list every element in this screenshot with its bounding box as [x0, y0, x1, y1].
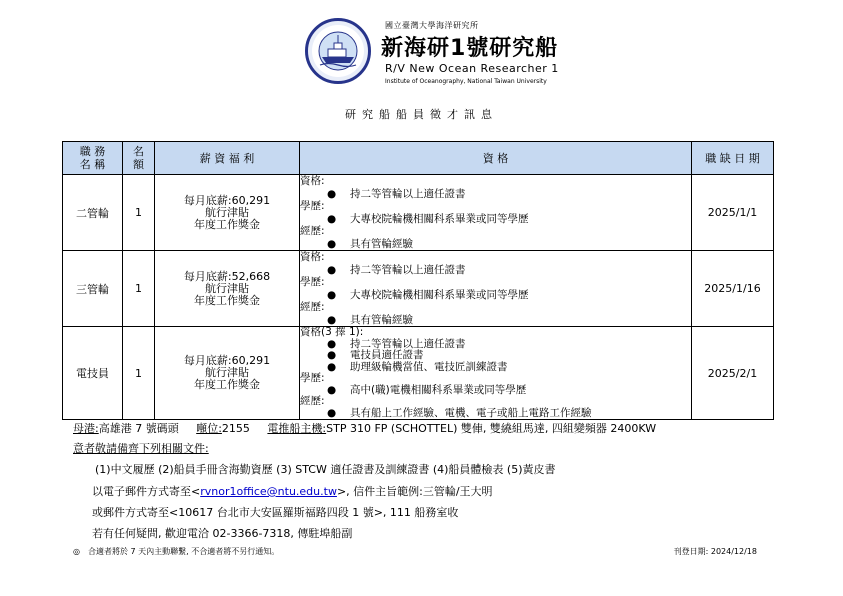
salary-allowance: 航行津貼 — [205, 281, 249, 295]
page-title: 研究船船員徵才訊息 — [345, 108, 498, 121]
header-salary: 薪 資 福 利 — [155, 142, 300, 175]
salary-base: 每月底薪:60,291 — [183, 354, 271, 367]
salary-bonus: 年度工作獎金 — [194, 378, 260, 391]
table-row — [63, 327, 774, 420]
experience-label: 經歷: — [300, 301, 325, 313]
education-label: 學歷: — [300, 372, 325, 384]
vacancy-date-cell: 2025/1/1 — [692, 175, 774, 251]
email-suffix: >, 信件主旨範例:三管輪/王大明 — [336, 485, 493, 498]
qualification-label: 資格: — [300, 251, 325, 263]
list-item: ● 高中(職)電機相關科系畢業或同等學歷 — [327, 383, 527, 396]
ship-seal-logo-icon — [305, 18, 371, 84]
vacancy-date-cell: 2025/1/16 — [692, 251, 774, 327]
requirements-cell — [300, 175, 692, 251]
header-position-line2: 名 稱 — [79, 158, 106, 171]
list-item: ● 持二等管輪以上適任證書 — [327, 337, 466, 350]
header-vacancy-date: 職 缺 日 期 — [692, 142, 774, 175]
email-instruction — [92, 483, 493, 499]
header-position-line1: 職 務 — [79, 145, 106, 158]
position-cell: 二管輪 — [63, 175, 123, 251]
table-header-row — [63, 142, 774, 175]
bullet-icon: ● — [327, 337, 337, 350]
education-label: 學歷: — [300, 200, 325, 212]
list-item: ● 助理級輪機當值、電技匠訓練證書 — [327, 360, 508, 373]
salary-cell — [155, 251, 300, 327]
bullet-icon: ● — [327, 212, 337, 225]
salary-cell — [155, 327, 300, 420]
bullet-icon: ● — [327, 313, 337, 326]
list-item: ● 具有船上工作經驗、電機、電子或船上電路工作經驗 — [327, 406, 592, 419]
mail-instruction: 或郵件方式寄至<10617 台北市大安區羅斯福路四段 1 號>, 111 船務室收 — [92, 506, 459, 519]
engine-value: STP 310 FP (SCHOTTEL) 雙俥, 雙繞組馬達, 四組變頻器 2400KW — [326, 422, 657, 435]
port-info — [73, 420, 656, 436]
header-quota-line2: 額 — [133, 158, 144, 171]
position-cell: 三管輪 — [63, 251, 123, 327]
bullet-icon: ● — [327, 360, 337, 373]
institute-name: 國立臺灣大學海洋研究所 — [385, 21, 479, 30]
vacancy-date-cell: 2025/2/1 — [692, 327, 774, 420]
salary-allowance: 航行津貼 — [205, 366, 249, 379]
position-cell: 電技員 — [63, 327, 123, 420]
header-quota-line1: 名 — [133, 145, 144, 158]
list-item: ● 大專校院輪機相關科系畢業或同等學歷 — [327, 288, 529, 301]
list-item: ● 具有管輪經驗 — [327, 313, 413, 326]
phone-instruction: 若有任何疑問, 歡迎電洽 02-3366-7318, 傳駐埠船副 — [92, 527, 353, 540]
salary-bonus: 年度工作獎金 — [194, 293, 260, 307]
quota-cell: 1 — [123, 175, 155, 251]
requirements-cell — [300, 327, 692, 420]
list-item: ● 持二等管輪以上適任證書 — [327, 263, 466, 276]
header-position — [63, 142, 123, 175]
salary-base: 每月底薪:52,668 — [183, 269, 271, 283]
tonnage-value: 2155 — [221, 422, 250, 435]
quota-cell: 1 — [123, 251, 155, 327]
salary-cell — [155, 175, 300, 251]
bullet-icon: ● — [327, 237, 337, 250]
bullet-icon: ● — [327, 383, 337, 396]
salary-allowance: 航行津貼 — [205, 205, 249, 219]
engine-label: 電推船主機: — [267, 422, 327, 435]
table-row — [63, 175, 774, 251]
contact-footnote: ◎ 合適者將於 7 天內主動聯繫, 不合適者將不另行通知。 — [73, 547, 280, 556]
tonnage-label: 噸位: — [196, 422, 222, 435]
header-requirements: 資 格 — [300, 142, 692, 175]
port-value: 高雄港 7 號碼頭 — [98, 422, 179, 435]
job-table — [62, 141, 774, 420]
salary-base: 每月底薪:60,291 — [183, 193, 271, 207]
documents-notice: 意者敬請備齊下列相關文件: — [73, 442, 209, 455]
qualification-label: 資格(3 擇 1): — [300, 326, 364, 338]
documents-list: (1)中文履歷 (2)船員手冊含海勤資歷 (3) STCW 適任證書及訓練證書 (4)船員體檢表 (5)黃皮書 — [95, 463, 556, 476]
experience-label: 經歷: — [300, 225, 325, 237]
bullet-icon: ● — [327, 288, 337, 301]
table-row — [63, 251, 774, 327]
list-item: ● 電技員適任證書 — [327, 349, 424, 361]
bullet-icon: ● — [327, 187, 337, 200]
email-link[interactable]: rvnor1office@ntu.edu.tw — [200, 485, 337, 498]
header — [305, 18, 565, 88]
institute-name-en: Institute of Oceanography, National Taiwan University — [385, 78, 547, 85]
ship-name-cn: 新海研1號研究船 — [381, 36, 559, 61]
header-quota — [123, 142, 155, 175]
publish-date: 刊登日期: 2024/12/18 — [673, 547, 757, 556]
list-item: ● 具有管輪經驗 — [327, 237, 413, 250]
ship-name-en: R/V New Ocean Researcher 1 — [385, 62, 559, 75]
bullet-icon: ● — [327, 349, 337, 361]
email-prefix: 以電子郵件方式寄至< — [92, 485, 201, 498]
list-item: ● 大專校院輪機相關科系畢業或同等學歷 — [327, 212, 529, 225]
quota-cell: 1 — [123, 327, 155, 420]
requirements-cell — [300, 251, 692, 327]
list-item: ● 持二等管輪以上適任證書 — [327, 187, 466, 200]
bullet-icon: ● — [327, 263, 337, 276]
salary-bonus: 年度工作獎金 — [194, 217, 260, 231]
education-label: 學歷: — [300, 276, 325, 288]
experience-label: 經歷: — [300, 395, 325, 407]
port-label: 母港: — [73, 422, 99, 435]
bullet-icon: ● — [327, 406, 337, 419]
qualification-label: 資格: — [300, 175, 325, 187]
